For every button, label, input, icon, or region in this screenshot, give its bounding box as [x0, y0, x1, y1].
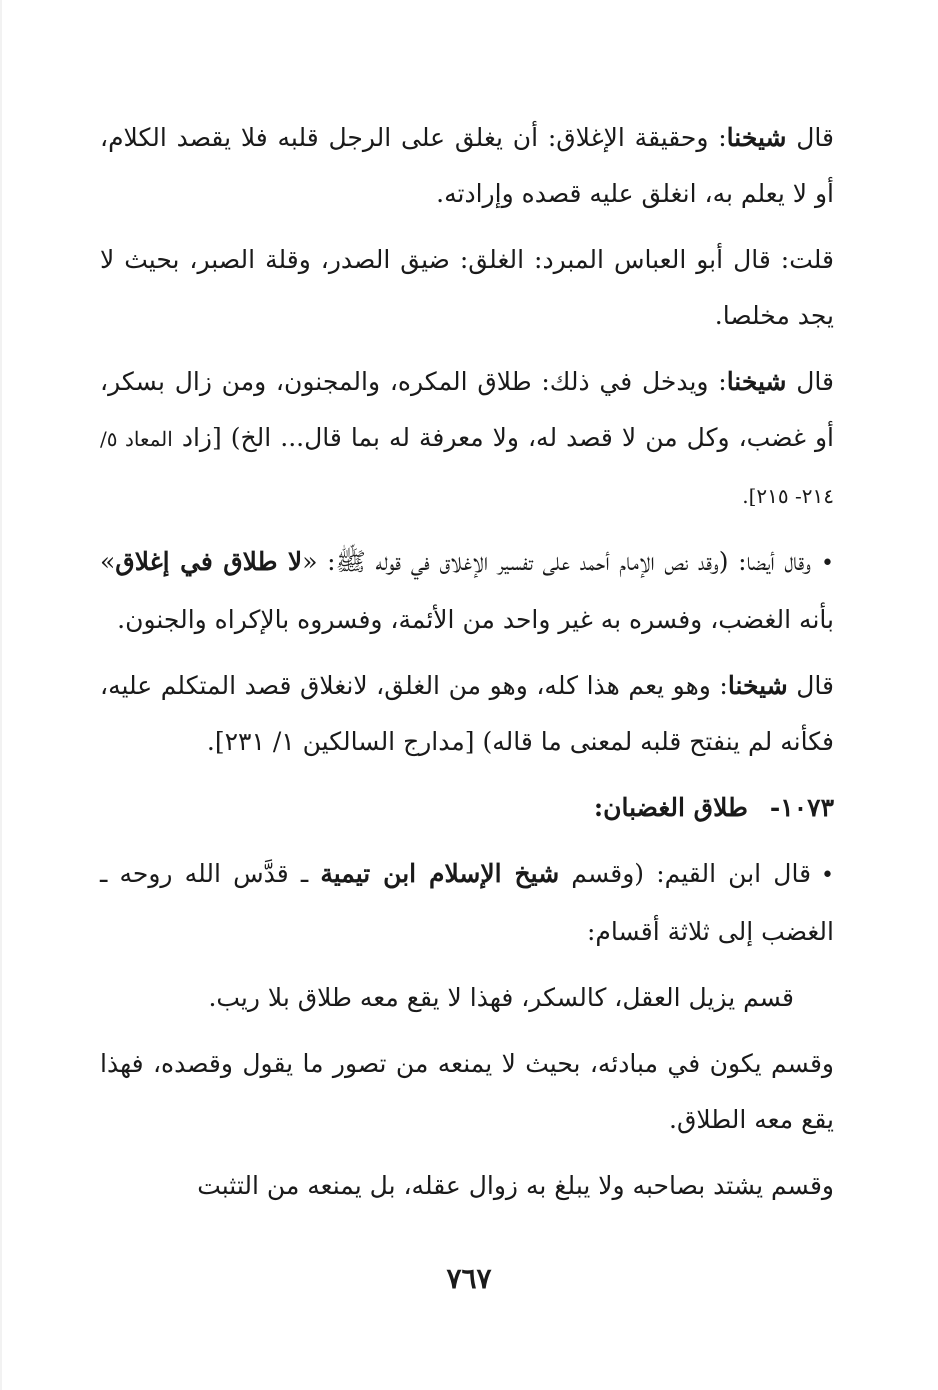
p2-text: قلت: قال أبو العباس المبرد: الغلق: ضيق الصدر، وقلة الصبر، بحيث لا يجد مخلصا. — [100, 245, 834, 330]
paragraph-7 — [100, 970, 834, 1026]
p8-text: وقسم يكون في مبادئه، بحيث لا يمنعه من تصور ما يقول وقصده، فهذا يقع معه الطلاق. — [100, 1049, 834, 1134]
p1-text: : وحقيقة الإغلاق: أن يغلق على الرجل قلبه فلا يقصد الكلام، أو لا يعلم به، انغلق عليه قصده وإرادته. — [100, 123, 834, 208]
p3-prefix: قال — [786, 367, 834, 396]
p6-text-b: ـ قدَّس الله روحه ـ الغضب إلى ثلاثة أقسام: — [100, 859, 834, 946]
page-edge — [0, 0, 2, 1390]
bullet-icon: • — [821, 863, 835, 888]
paragraph-4 — [100, 534, 834, 648]
p4-text-b: » بأنه الغضب، وفسره به غير واحد من الأئمة، وفسروه بالإكراه والجنون. — [100, 547, 834, 634]
section-title: طلاق الغضبان: — [593, 793, 748, 822]
p4-text-a: وقال أيضا: (وقد نص الإمام أحمد على تفسير الإغلاق في قوله ﷺ: « — [302, 547, 812, 576]
p6-bold: شيخ الإسلام ابن تيمية — [320, 859, 560, 888]
paragraph-6 — [100, 846, 834, 960]
p9-text: وقسم يشتد بصاحبه ولا يبلغ به زوال عقله، بل يمنعه من التثبت — [197, 1171, 834, 1200]
paragraph-1 — [100, 110, 834, 222]
p5-prefix: قال — [787, 671, 834, 700]
paragraph-5 — [100, 658, 834, 770]
p6-text-a: قال ابن القيم: (وقسم — [559, 859, 812, 888]
section-number: ١٠٧٣- — [769, 793, 834, 822]
paragraph-8 — [100, 1036, 834, 1148]
p5-bold: شيخنا — [727, 671, 788, 700]
p1-prefix: قال — [786, 123, 834, 152]
paragraph-2 — [100, 232, 834, 344]
paragraph-9 — [100, 1158, 834, 1214]
paragraph-3 — [100, 354, 834, 524]
p7-text: قسم يزيل العقل، كالسكر، فهذا لا يقع معه طلاق بلا ريب. — [208, 983, 794, 1012]
page-body — [100, 110, 834, 1224]
p3-bold: شيخنا — [726, 367, 787, 396]
p3-text: : ويدخل في ذلك: طلاق المكره، والمجنون، ومن زال بسكر، أو غضب، وكل من لا قصد له، ولا معرفة له بما قال... الخ) [زاد — [100, 367, 835, 452]
bullet-icon: • — [821, 551, 834, 576]
section-heading — [100, 780, 834, 836]
p5-text: : وهو يعم هذا كله، وهو من الغلق، لانغلاق قصد المتكلم عليه، فكأنه لم ينفتح قلبه لمعنى ما قاله) [مدارج السالكين ١/ ٢٣١]. — [100, 671, 834, 756]
p3-reference: المعاد ٥/ ٢١٤- ٢١٥]. — [100, 427, 834, 508]
page-number: ٧٦٧ — [446, 1262, 492, 1295]
p4-bold: لا طلاق في إغلاق — [115, 547, 303, 576]
p1-bold: شيخنا — [726, 123, 787, 152]
